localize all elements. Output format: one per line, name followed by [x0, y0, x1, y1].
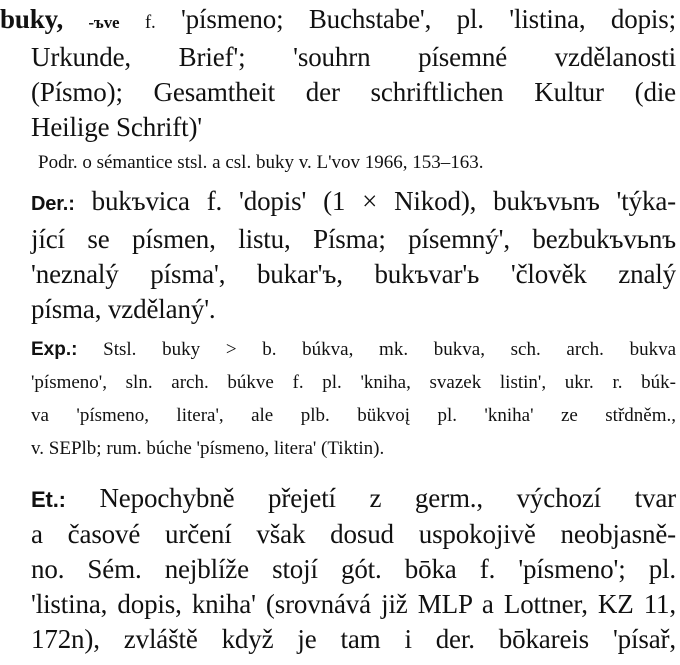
meaning-line: (Písmo); Gesamtheit der schriftlichen Kultur (die — [31, 77, 676, 107]
expansion-line: va 'písmeno, litera', ale plb. bükvoį pl. 'kniha' ze střdněm., — [31, 405, 676, 426]
etymology-line: no. Sém. nejblíže stojí gót. bōka f. 'písmeno'; pl. — [31, 554, 676, 584]
etymology-line: a časové určení však dosud uspokojivě neobjasně- — [31, 519, 676, 549]
meaning-line: Heilige Schrift)' — [31, 112, 203, 142]
semantics-note — [38, 146, 668, 179]
expansion-block — [31, 333, 676, 465]
etymology-label: Et.: — [31, 487, 66, 512]
derivatives-block — [31, 184, 676, 327]
etymology-line: 172n), zvláště když je tam i der. bōkareis 'písař, — [31, 624, 676, 654]
etymology-block — [31, 481, 676, 657]
entry-meaning-block — [0, 2, 676, 145]
meaning-line: Urkunde, Brief'; 'souhrn písemné vzdělanosti — [31, 42, 676, 72]
expansion-line: 'písmeno', sln. arch. búkve f. pl. 'kniha, svazek listin', ukr. r. búk- — [31, 372, 676, 393]
expansion-line — [31, 333, 676, 366]
genitive-form: -ъve — [88, 13, 120, 32]
gender-tag: f. — [144, 12, 156, 33]
etymology-text: Nepochybně přejetí z germ., výchozí tvar — [99, 483, 676, 513]
derivatives-line: jící se písmen, listu, Písma; písemný', bezbukъvьnъ — [31, 224, 676, 254]
entry-line-1 — [0, 2, 676, 40]
derivatives-line: písma, vzdělaný'. — [31, 294, 216, 324]
derivatives-text: bukъvica f. 'dopis' (1 × Nikod), bukъvьnъ 'týka- — [91, 186, 676, 216]
meaning-line: 'písmeno; Buchstabe', pl. 'listina, dopis; — [180, 4, 676, 34]
derivatives-line — [31, 184, 676, 222]
derivatives-line: 'neznalý písma', bukar'ъ, bukъvar'ь 'člověk znalý — [31, 259, 676, 289]
etymology-line — [31, 481, 676, 517]
expansion-text: Stsl. buky > b. búkva, mk. bukva, sch. arch. bukva — [103, 339, 676, 360]
etymology-line: 'listina, dopis, kniha' (srovnává již MLP a Lottner, KZ 11, — [31, 589, 676, 619]
expansion-label: Exp.: — [31, 339, 78, 360]
derivatives-label: Der.: — [31, 193, 75, 215]
headword: buky, — [0, 4, 64, 34]
expansion-line: v. SEPlb; rum. búche 'písmeno, litera' (Tiktin). — [31, 438, 385, 459]
semantics-note-text: Podr. o sémantice stsl. a csl. buky v. L'vov 1966, 153–163. — [38, 152, 484, 173]
